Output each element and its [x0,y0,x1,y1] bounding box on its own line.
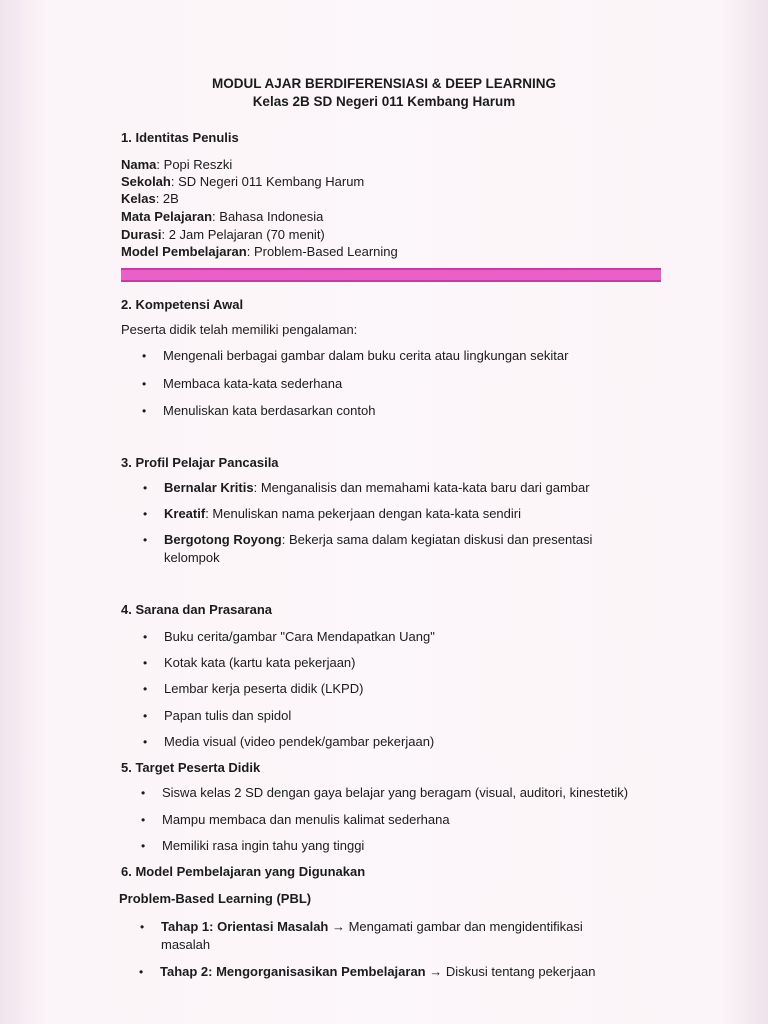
section-divider [121,268,661,282]
field-nama: Nama: Popi Reszki [121,157,233,172]
list-item: • Bernalar Kritis: Menganalisis dan memahami kata-kata baru dari gambar [143,480,590,495]
list-item: • Kreatif: Menuliskan nama pekerjaan dengan kata-kata sendiri [143,506,521,521]
list-item: • Tahap 2: Mengorganisasikan Pembelajaran → Diskusi tentang pekerjaan [139,964,596,979]
list-item: • Buku cerita/gambar "Cara Mendapatkan Uang" [143,629,435,644]
list-item: • Papan tulis dan spidol [143,708,292,723]
section-4-heading: 4. Sarana dan Prasarana [121,602,273,617]
section-5-heading: 5. Target Peserta Didik [121,760,261,775]
field-model-pembelajaran: Model Pembelajaran: Problem-Based Learning [121,244,398,259]
list-item: • Menuliskan kata berdasarkan contoh [142,403,376,418]
section-1-heading: 1. Identitas Penulis [121,130,239,145]
section-2-heading: 2. Kompetensi Awal [121,297,244,312]
list-item: • Mampu membaca dan menulis kalimat sederhana [141,812,450,827]
section-2-intro: Peserta didik telah memiliki pengalaman: [121,322,358,337]
document-title: MODUL AJAR BERDIFERENSIASI & DEEP LEARNING [211,76,557,91]
document-subtitle: Kelas 2B SD Negeri 011 Kembang Harum [252,94,516,109]
list-item: • Siswa kelas 2 SD dengan gaya belajar yang beragam (visual, auditori, kinestetik) [141,785,629,800]
list-item: • Kotak kata (kartu kata pekerjaan) [143,655,356,670]
section-3-heading: 3. Profil Pelajar Pancasila [121,455,279,470]
list-item: • Bergotong Royong: Bekerja sama dalam kegiatan diskusi dan presentasi kelompok [143,532,593,565]
field-sekolah: Sekolah: SD Negeri 011 Kembang Harum [121,174,365,189]
list-item: • Mengenali berbagai gambar dalam buku cerita atau lingkungan sekitar [142,348,569,363]
field-mata-pelajaran: Mata Pelajaran: Bahasa Indonesia [121,209,324,224]
field-durasi: Durasi: 2 Jam Pelajaran (70 menit) [121,227,325,242]
section-6-subheading: Problem-Based Learning (PBL) [119,891,312,906]
list-item: • Lembar kerja peserta didik (LKPD) [143,681,364,696]
field-kelas: Kelas: 2B [121,191,179,206]
list-item: • Media visual (video pendek/gambar pekerjaan) [143,734,435,749]
section-6-heading: 6. Model Pembelajaran yang Digunakan [121,864,366,879]
list-item: • Memiliki rasa ingin tahu yang tinggi [141,838,365,853]
list-item: • Tahap 1: Orientasi Masalah → Mengamati gambar dan mengidentifikasi masalah [140,919,583,952]
list-item: • Membaca kata-kata sederhana [142,376,343,391]
